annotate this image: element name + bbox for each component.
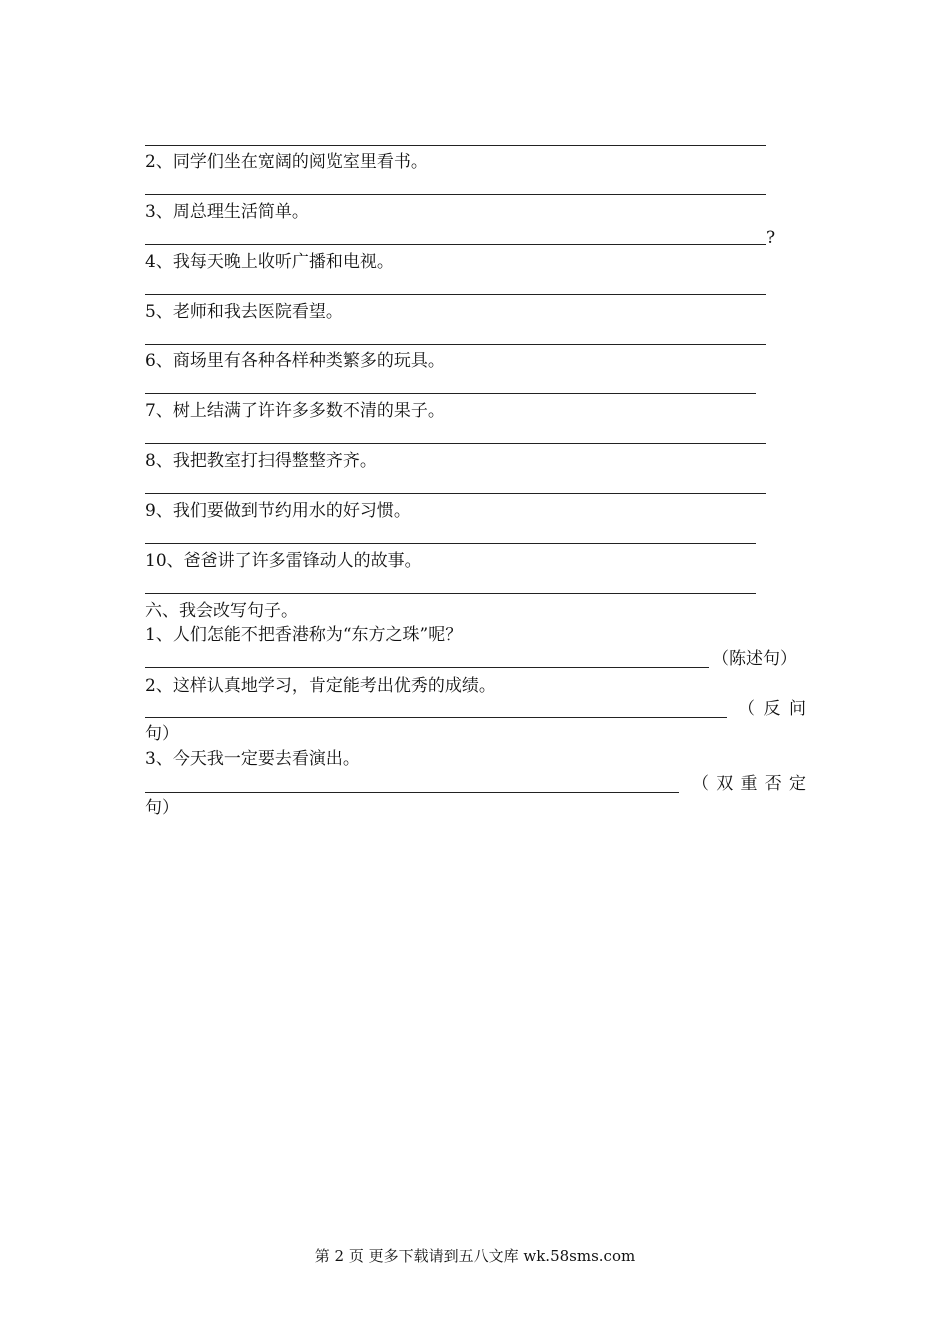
answer-line[interactable] <box>145 344 766 345</box>
section-heading: 六、我会改写句子。 <box>145 601 298 621</box>
page-footer: 第 2 页 更多下载请到五八文库 wk.58sms.com <box>314 1247 636 1265</box>
exercise-item-9: 9、我们要做到节约用水的好习惯。 <box>145 501 411 521</box>
exercise-item-5: 5、老师和我去医院看望。 <box>145 302 343 322</box>
exercise-item-3: 3、周总理生活简单。 <box>145 202 309 222</box>
answer-line[interactable] <box>145 543 756 544</box>
exercise-item-6: 6、商场里有各种各样种类繁多的玩具。 <box>145 351 445 371</box>
answer-line[interactable] <box>145 593 756 594</box>
exercise-item-4: 4、我每天晚上收听广播和电视。 <box>145 252 394 272</box>
answer-line[interactable] <box>145 294 766 295</box>
answer-line[interactable] <box>145 667 709 668</box>
exercise-item-2: 2、同学们坐在宽阔的阅览室里看书。 <box>145 152 428 172</box>
rewrite-hint-2-line2: 句） <box>145 724 179 744</box>
rewrite-item-1: 1、人们怎能不把香港称为“东方之珠”呢？ <box>145 625 463 645</box>
hint-char: 定 <box>789 774 806 794</box>
hint-char: （ <box>692 774 709 794</box>
answer-line[interactable] <box>145 717 727 718</box>
answer-line[interactable] <box>145 194 766 195</box>
rewrite-hint-1: （陈述句） <box>712 649 797 669</box>
exercise-item-10: 10、爸爸讲了许多雷锋动人的故事。 <box>145 551 422 571</box>
exercise-item-8: 8、我把教室打扫得整整齐齐。 <box>145 451 377 471</box>
answer-line[interactable] <box>145 145 766 146</box>
question-mark: ? <box>766 228 776 248</box>
hint-char: 重 <box>740 774 758 794</box>
answer-line[interactable] <box>145 792 679 793</box>
answer-line[interactable] <box>145 393 756 394</box>
answer-line[interactable] <box>145 493 766 494</box>
rewrite-hint-3-line1 <box>692 773 806 795</box>
rewrite-hint-2-line1 <box>738 698 806 720</box>
rewrite-item-3: 3、今天我一定要去看演出。 <box>145 749 360 769</box>
rewrite-item-2: 2、这样认真地学习，肯定能考出优秀的成绩。 <box>145 676 496 696</box>
hint-char: （ <box>738 699 755 719</box>
exercise-item-7: 7、树上结满了许许多多数不清的果子。 <box>145 401 445 421</box>
answer-line[interactable] <box>145 244 766 245</box>
hint-char: 双 <box>716 774 734 794</box>
answer-line[interactable] <box>145 443 766 444</box>
hint-char: 反 <box>763 699 781 719</box>
hint-char: 否 <box>764 774 782 794</box>
rewrite-hint-3-line2: 句） <box>145 798 179 818</box>
hint-char: 问 <box>789 699 806 719</box>
